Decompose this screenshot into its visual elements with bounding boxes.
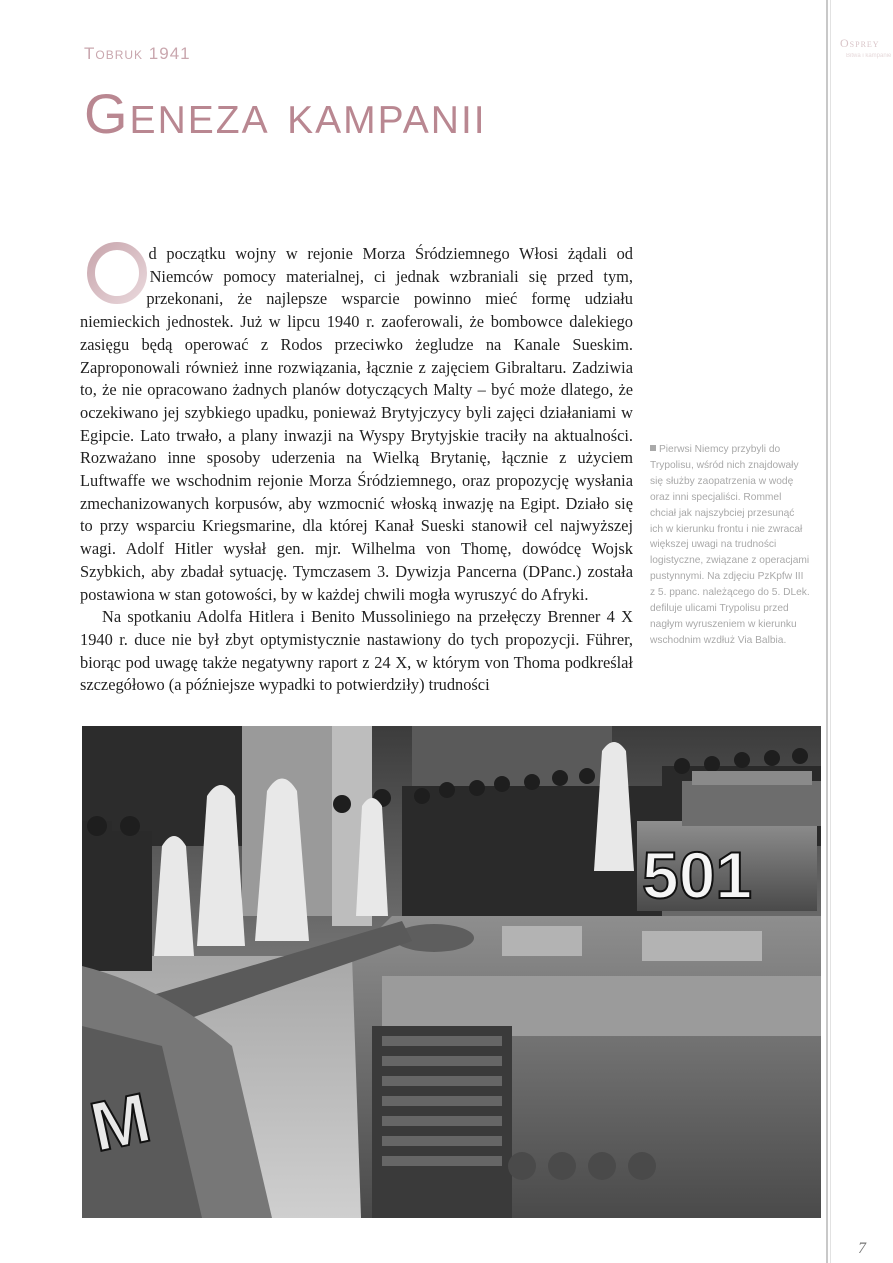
paragraph-1: d początku wojny w rejonie Morza Śródziemnego Włosi żądali od Niemców pomocy materialnej, ci jednak wzbraniali się przed tym, przekonani, że najlepsze wsparcie powinno mieć formę udziału niemieckich jednostek. Już w lipcu 1940 r. zaoferowali, że bombowce dalekiego zasięgu będą operować z Rodos przeciwko żegludze na Kanale Sueskim. Zaproponowali również inne rozwiązania, łącznie z zajęciem Gibraltaru. Zadziwia to, że nie opracowano żadnych planów dotyczących Malty – być może dlatego, że oczekiwano jej szybkiego upadku, ponieważ Brytyjczycy byli zajęci działaniami w Egipcie. Lato trwało, a plany inwazji na Wyspy Brytyjskie traciły na aktualności. Rozważano inne sposoby uderzenia na Wielką Brytanię, łącznie z użyciem Luftwaffe we wschodnim rejonie Morza Śródziemnego, oraz propozycję wysłania zmechanizowanych korpusów, aby wzmocnić włoską inwazję na Egipt. Działo się to przy wsparciu Kriegsmarine, dla której Kanał Sueski stanowił cel najwyższej wagi. Adolf Hitler wysłał gen. mjr. Wilhelma von Thomę, dowódcę Wojsk Szybkich, aby zbadał sytuację. Tymczasem 3. Dywizja Pancerna (DPanc.) została postawiona w stan gotowości, by w każdej chwili mogła wyruszyć do Afryki. [80,244,633,604]
running-head: Tobruk 1941 [84,44,191,63]
photo-tank-parade-tripoli [82,726,821,1218]
article-body [80,243,633,697]
photo-caption [650,442,810,649]
caption-bullet-icon [650,445,656,451]
page-number: 7 [858,1240,866,1257]
publisher-series: Bitwa i kampanie [846,53,892,59]
page-gutter-line [826,0,828,1263]
drop-cap-letter: O [116,282,118,283]
tank-turret-number: 501 [642,838,753,912]
page-gutter-line-secondary [830,0,831,1263]
photo-illustration [82,726,821,1218]
foreground-tank-marking: M [83,1078,157,1167]
chapter-title: Geneza kampanii [84,82,487,145]
publisher-brand: Osprey [840,36,880,50]
paragraph-2: Na spotkaniu Adolfa Hitlera i Benito Mussoliniego na przełęczy Brenner 4 X 1940 r. duce nie był zbyt optymistycznie nastawiony do tych propozycji. Führer, biorąc pod uwagę także negatywny raport z 24 X, w którym von Thoma podkreślał szczegółowo (a późniejsze wypadki to potwierdziły) trudności [80,607,633,695]
caption-text: Pierwsi Niemcy przybyli do Trypolisu, wśród nich znajdowały się służby zaopatrzenia w wodę oraz inni specjaliści. Rommel chciał jak najszybciej przesunąć ich w kierunku frontu i nie zwracał większej uwagi na trudności logistyczne, związane z operacjami pustynnymi. Na zdjęciu PzKpfw III z 5. ppanc. należącego do 5. DLek. defiluje ulicami Trypolisu przed nagłym wyruszeniem w kierunku wschodnim wzdłuż Via Balbia. [650,444,810,646]
